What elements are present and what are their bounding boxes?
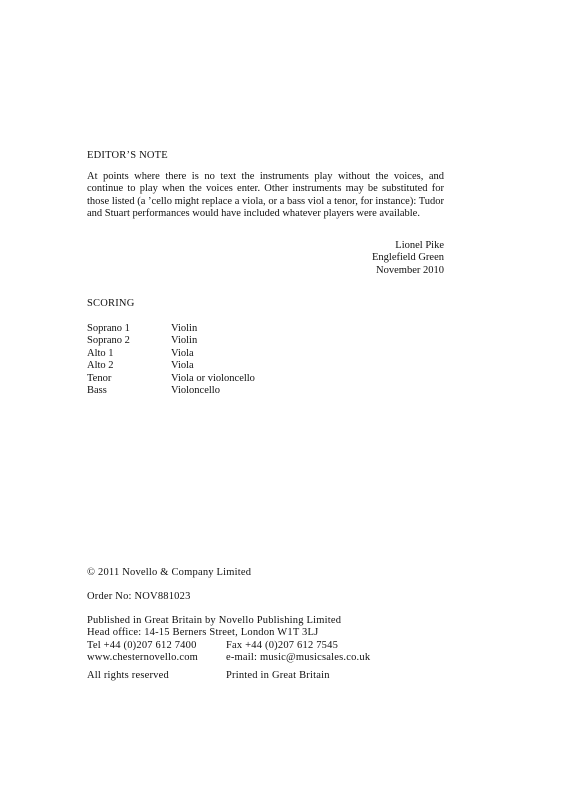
voice-part: Alto 2 <box>87 360 114 372</box>
publisher-block <box>87 615 371 665</box>
editors-note-paragraph: At points where there is no text the instruments play without the voices, and continue to play when the voices enter. Other instruments may be substituted for those listed (a ’cello might replace a viola, or a bass viol a tenor, for instance): Tudor and Stuart performances would have included whatever players were available. <box>87 171 444 220</box>
fax: Fax +44 (0)207 612 7545 <box>226 639 339 651</box>
head-office: Head office: 14-15 Berners Street, London W1T 3LJ <box>87 627 319 639</box>
scoring-row <box>87 360 255 372</box>
all-rights-reserved: All rights reserved <box>87 670 169 681</box>
scoring-row <box>87 385 255 397</box>
scoring-row <box>87 373 255 385</box>
telephone: Tel +44 (0)207 612 7400 <box>87 639 197 651</box>
website: www.chesternovello.com <box>87 652 199 664</box>
editors-note-body <box>87 171 444 221</box>
scoring-row <box>87 335 255 347</box>
instrument: Viola or violoncello <box>171 372 255 384</box>
scoring-row <box>87 348 255 360</box>
voice-part: Soprano 2 <box>87 335 130 347</box>
published-by: Published in Great Britain by Novello Publishing Limited <box>87 615 342 626</box>
voice-part: Tenor <box>87 372 112 384</box>
scoring-row <box>87 323 255 335</box>
web-email-row <box>87 652 371 664</box>
phone-fax-row <box>87 640 341 652</box>
editor-name: Lionel Pike <box>395 240 444 251</box>
email: e-mail: music@musicsales.co.uk <box>226 652 371 664</box>
editors-note-heading: EDITOR’S NOTE <box>87 150 168 161</box>
voice-part: Alto 1 <box>87 347 114 359</box>
copyright-line: © 2011 Novello & Company Limited <box>87 567 252 578</box>
scoring-heading: SCORING <box>87 298 135 309</box>
instrument: Viola <box>171 360 194 372</box>
instrument: Viola <box>171 347 194 359</box>
editor-place: Englefield Green <box>371 252 444 264</box>
printed-in: Printed in Great Britain <box>226 670 330 681</box>
instrument: Violin <box>171 335 198 347</box>
editor-date: November 2010 <box>376 264 444 276</box>
order-number: Order No: NOV881023 <box>87 591 191 602</box>
instrument: Violin <box>171 323 198 334</box>
voice-part: Bass <box>87 385 107 397</box>
voice-part: Soprano 1 <box>87 323 130 334</box>
editor-signature <box>300 240 444 277</box>
scoring-table <box>87 323 255 397</box>
instrument: Violoncello <box>171 385 220 397</box>
